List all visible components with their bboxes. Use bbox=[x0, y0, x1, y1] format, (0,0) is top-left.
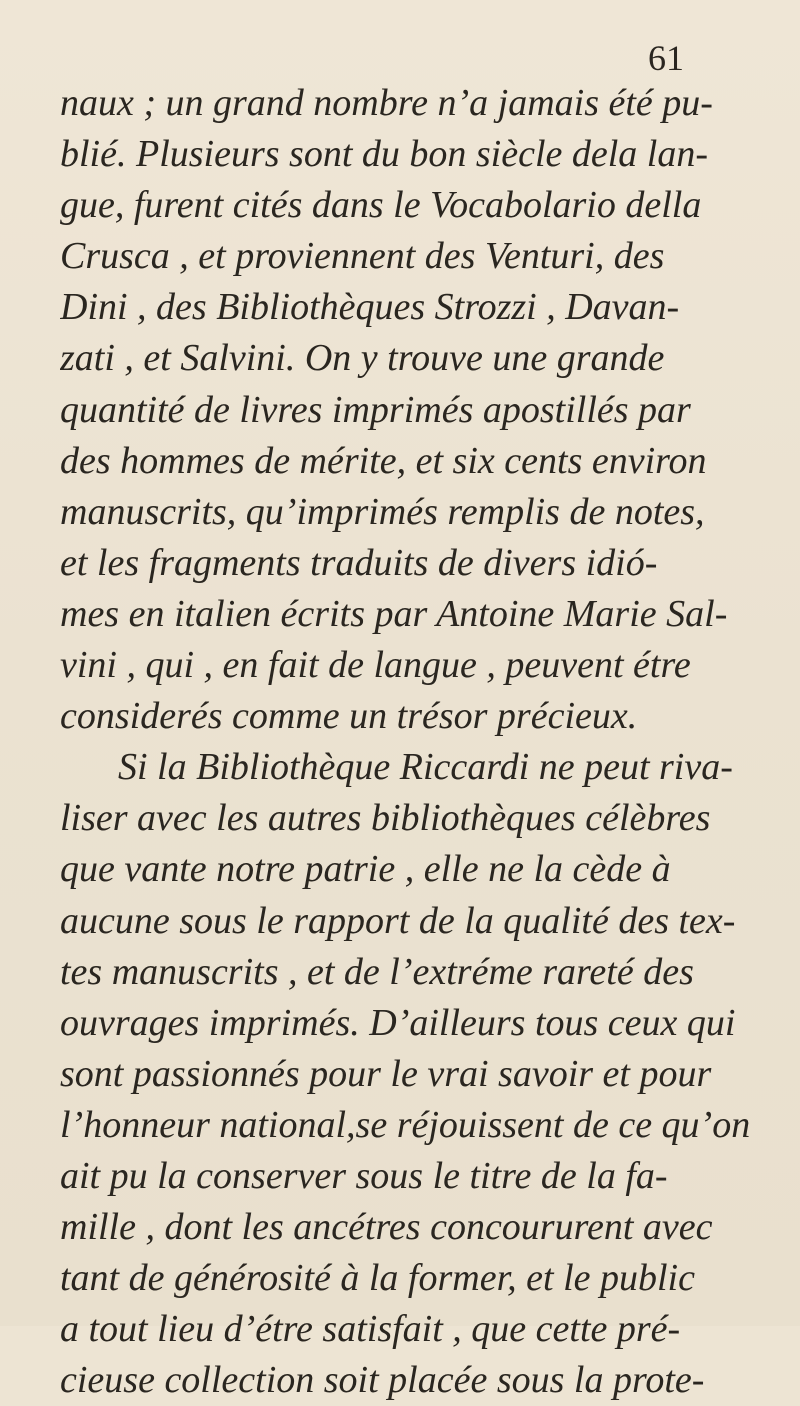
text-line: l’honneur national,se réjouissent de ce qu’on bbox=[60, 1103, 751, 1146]
text-line: des hommes de mérite, et six cents environ bbox=[60, 439, 707, 482]
text-line: manuscrits, qu’imprimés remplis de notes, bbox=[60, 490, 705, 533]
body-text bbox=[60, 78, 780, 1406]
text-line: sont passionnés pour le vrai savoir et pour bbox=[60, 1052, 712, 1095]
text-line: tant de générosité à la former, et le public bbox=[60, 1257, 695, 1300]
text-line: a tout lieu d’étre satisfait , que cette pré- bbox=[60, 1308, 681, 1351]
text-line: gue, furent cités dans le Vocabolario della bbox=[60, 184, 702, 227]
text-line: mes en italien écrits par Antoine Marie Sal- bbox=[60, 592, 728, 635]
page-number: 61 bbox=[648, 38, 684, 78]
text-line: liser avec les autres bibliothèques célèbres bbox=[60, 797, 711, 840]
text-line: que vante notre patrie , elle ne la cède à bbox=[60, 848, 671, 891]
text-line: Si la Bibliothèque Riccardi ne peut riva- bbox=[118, 746, 733, 789]
text-line: Crusca , et proviennent des Venturi, des bbox=[60, 235, 665, 278]
text-line: blié. Plusieurs sont du bon siècle dela lan- bbox=[60, 133, 709, 176]
text-line: aucune sous le rapport de la qualité des tex- bbox=[60, 899, 736, 942]
text-line: mille , dont les ancétres concoururent avec bbox=[60, 1206, 713, 1249]
text-line: quantité de livres imprimés apostillés par bbox=[60, 388, 691, 431]
text-line: vini , qui , en fait de langue , peuvent étre bbox=[60, 644, 691, 687]
text-line: ait pu la conserver sous le titre de la fa- bbox=[60, 1154, 668, 1197]
text-line: zati , et Salvini. On y trouve une grande bbox=[60, 337, 665, 380]
text-line: ouvrages imprimés. D’ailleurs tous ceux qui bbox=[60, 1001, 736, 1044]
paragraph-2 bbox=[60, 742, 780, 1406]
text-line: considerés comme un trésor précieux. bbox=[60, 695, 638, 738]
paragraph-1 bbox=[60, 78, 780, 742]
text-line: Dini , des Bibliothèques Strozzi , Davan- bbox=[60, 286, 680, 329]
text-line: cieuse collection soit placée sous la prote- bbox=[60, 1359, 705, 1402]
text-line: et les fragments traduits de divers idió- bbox=[60, 541, 658, 584]
text-line: naux ; un grand nombre n’a jamais été pu- bbox=[60, 82, 713, 124]
text-line: tes manuscrits , et de l’extréme rareté des bbox=[60, 950, 694, 993]
